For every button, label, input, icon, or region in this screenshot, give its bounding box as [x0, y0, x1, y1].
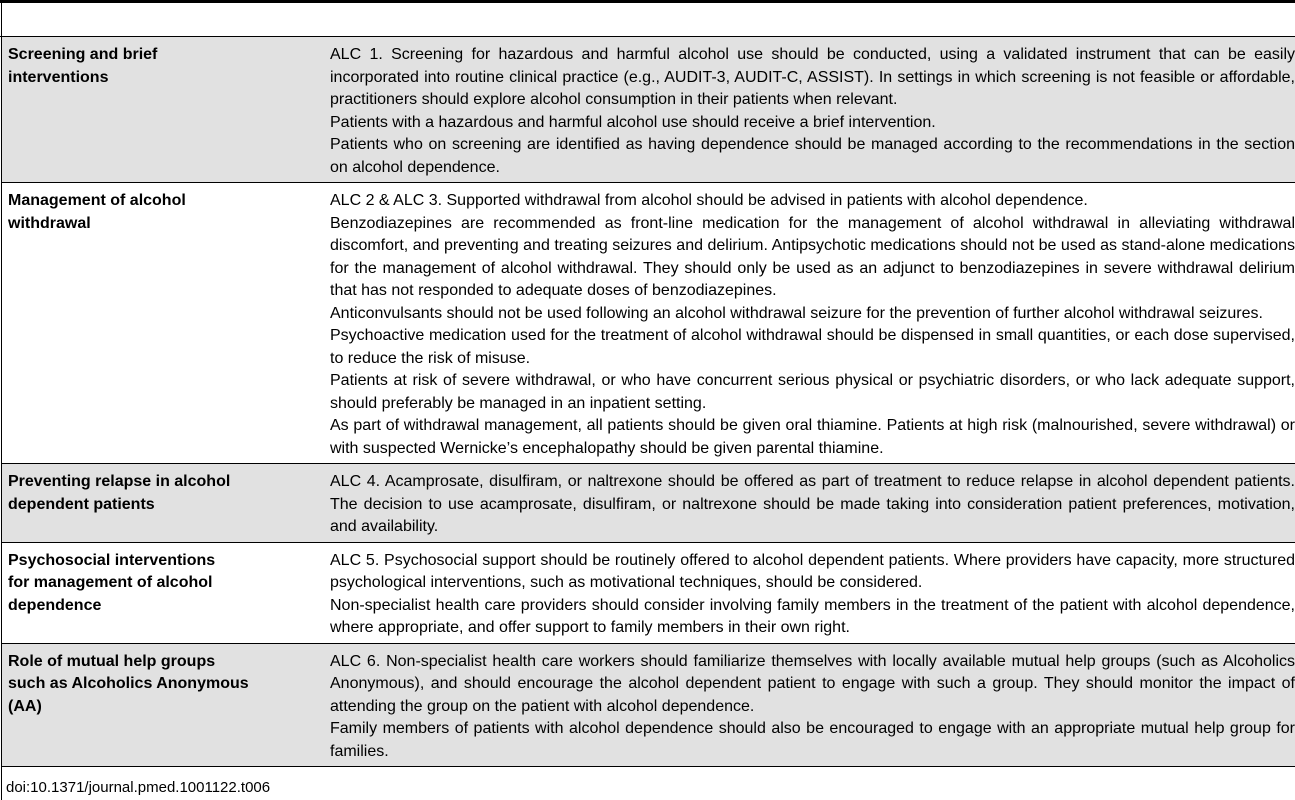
topic-cell [2, 464, 324, 543]
recommendation-paragraph: ALC 1. Screening for hazardous and harmful alcohol use should be conducted, using a validated instrument that can be easily incorporated into routine clinical practice (e.g., AUDIT-3, AUDIT-C, ASSIST). In settings in which screening is not feasible or affordable, practitioners should explore alcohol consumption in their patients when relevant. [330, 46, 1295, 108]
table-row [2, 464, 1295, 543]
recommendations-table [2, 37, 1295, 767]
recommendation-paragraph: As part of withdrawal management, all patients should be given oral thiamine. Patients at high risk (malnourished, severe withdrawal) or with suspected Wernicke’s encephalopathy should be given parental thiamine. [330, 417, 1295, 457]
topic-cell [2, 37, 324, 183]
topic-cell [2, 643, 324, 767]
topic-label: Preventing relapse in alcohol dependent patients [8, 473, 231, 513]
recommendation-cell [324, 643, 1295, 767]
recommendation-paragraph: Patients who on screening are identified as having dependence should be managed according to the recommendations in the section on alcohol dependence. [330, 136, 1295, 176]
recommendation-paragraph: ALC 5. Psychosocial support should be routinely offered to alcohol dependent patients. Where providers have capacity, more structured psychological interventions, such as motivational techniques, should be considered. [330, 551, 1295, 591]
table-row [2, 643, 1295, 767]
recommendation-paragraph: Benzodiazepines are recommended as front-line medication for the management of alcohol withdrawal in alleviating withdrawal discomfort, and preventing and treating seizures and delirium. Antipsychotic medications should not be used as stand-alone medications for the management of alcohol withdrawal. They should only be used as an adjunct to benzodiazepines in severe withdrawal delirium that has not responded to adequate doses of benzodiazepines. [330, 214, 1295, 299]
topic-cell [2, 542, 324, 643]
recommendation-paragraph: Psychoactive medication used for the treatment of alcohol withdrawal should be dispensed in small quantities, or each dose supervised, to reduce the risk of misuse. [330, 327, 1295, 367]
recommendation-paragraph: ALC 2 & ALC 3. Supported withdrawal from alcohol should be advised in patients with alcohol dependence. [330, 192, 1088, 209]
doi-footer: doi:10.1371/journal.pmed.1001122.t006 [6, 779, 271, 796]
recommendation-paragraph: ALC 4. Acamprosate, disulfiram, or naltrexone should be offered as part of treatment to reduce relapse in alcohol dependent patients. The decision to use acamprosate, disulfiram, or naltrexone should be made taking into consideration patient preferences, motivation, and availability. [330, 473, 1295, 535]
table-header-empty [0, 3, 1295, 36]
recommendation-cell [324, 542, 1295, 643]
table-row [2, 542, 1295, 643]
recommendation-paragraph: Anticonvulsants should not be used following an alcohol withdrawal seizure for the prevention of further alcohol withdrawal seizures. [330, 304, 1263, 322]
recommendation-paragraph: Patients at risk of severe withdrawal, or who have concurrent serious physical or psychiatric disorders, or who lack adequate support, should preferably be managed in an inpatient setting. [330, 372, 1295, 412]
table-row [2, 37, 1295, 183]
topic-label: Psychosocial interventions for management of alcohol dependence [8, 551, 216, 614]
recommendation-paragraph: ALC 6. Non-specialist health care workers should familiarize themselves with locally available mutual help groups (such as Alcoholics Anonymous), and should encourage the alcohol dependent patient to engage with such a group. They should monitor the impact of attending the group on the patient with alcohol dependence. [330, 652, 1295, 715]
recommendation-paragraph: Patients with a hazardous and harmful alcohol use should receive a brief intervention. [330, 113, 936, 131]
table-row [2, 183, 1295, 464]
topic-cell [2, 183, 324, 464]
recommendation-cell [324, 183, 1295, 464]
topic-label: Management of alcohol withdrawal [8, 192, 186, 232]
recommendation-paragraph: Non-specialist health care providers should consider involving family members in the treatment of the patient with alcohol dependence, where appropriate, and offer support to family members in their own right. [330, 596, 1295, 636]
recommendation-cell [324, 37, 1295, 183]
recommendation-paragraph: Family members of patients with alcohol dependence should also be encouraged to engage with an appropriate mutual help group for families. [330, 720, 1295, 760]
recommendation-cell [324, 464, 1295, 543]
topic-label: Screening and brief interventions [8, 46, 158, 86]
topic-label: Role of mutual help groups such as Alcoholics Anonymous (AA) [8, 652, 249, 715]
